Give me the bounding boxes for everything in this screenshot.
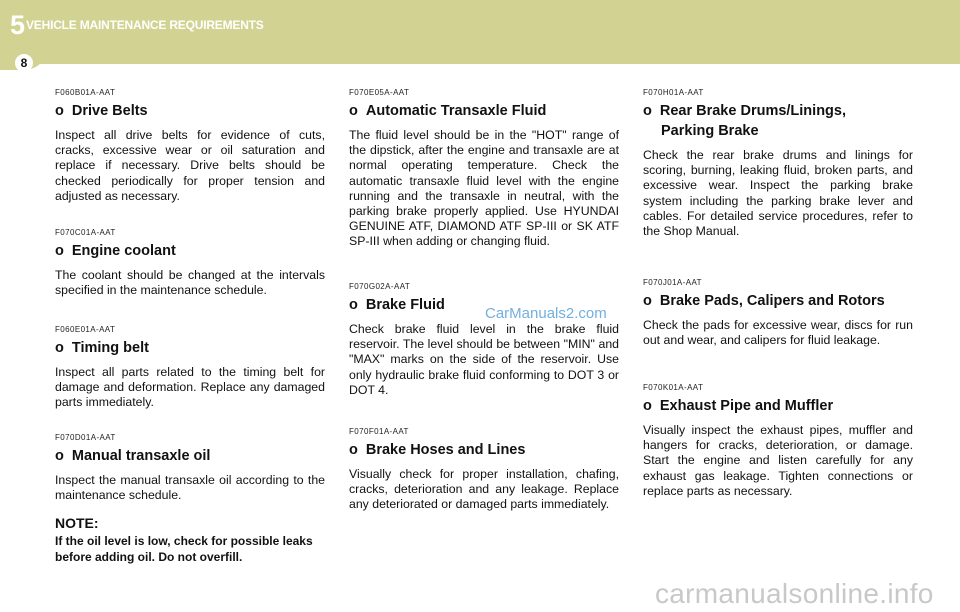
section-code: F070C01A-AAT [55, 228, 116, 237]
section-heading: o Drive Belts [55, 103, 148, 119]
section-code: F070J01A-AAT [643, 278, 702, 287]
section-timing-belt [55, 325, 325, 411]
section-body: The fluid level should be in the "HOT" range of the dipstick, after the engine and transaxle are at normal operating temperature. Check the automatic transaxle fluid level with the engine running and the transaxle in neutral, with the parking brake properly applied. Use HYUNDAI GENUINE ATF, DIAMOND ATF SP-III or SK ATF SP-III when adding or changing fluid. [349, 128, 619, 249]
section-heading-cont: Parking Brake [661, 123, 759, 139]
watermark-footer: carmanualsonline.info [655, 578, 934, 609]
section-body: The coolant should be changed at the intervals specified in the maintenance schedule. [55, 268, 325, 298]
section-body: Check the pads for excessive wear, discs for run out and wear, and calipers for fluid leakage. [643, 318, 913, 348]
section-brake-hoses-lines [349, 427, 619, 513]
section-code: F070D01A-AAT [55, 433, 116, 442]
section-brake-pads [643, 278, 913, 348]
page-header [0, 0, 960, 64]
section-body: Inspect the manual transaxle oil according to the maintenance schedule. [55, 473, 325, 503]
section-body: Visually inspect the exhaust pipes, muffler and hangers for cracks, deterioration, or damage. Start the engine and listen carefully for any exhaust gas leakage. Tighten connections or replace parts as necessary. [643, 423, 913, 498]
section-body: Inspect all drive belts for evidence of cuts, cracks, excessive wear or oil saturation and replace if necessary. Drive belts should be checked periodically for proper tension and adjusted as necessary. [55, 128, 325, 203]
section-body: Inspect all parts related to the timing belt for damage and deformation. Replace any damaged parts immediately. [55, 365, 325, 410]
section-heading: o Brake Pads, Calipers and Rotors [643, 293, 885, 309]
section-code: F070K01A-AAT [643, 383, 704, 392]
section-code: F060B01A-AAT [55, 88, 116, 97]
section-exhaust-pipe [643, 383, 913, 499]
section-heading: o Manual transaxle oil [55, 448, 211, 464]
section-heading: o Brake Hoses and Lines [349, 442, 526, 458]
watermark-overlay: CarManuals2.com [485, 305, 607, 322]
section-code: F070H01A-AAT [643, 88, 704, 97]
section-body: Check brake fluid level in the brake fluid reservoir. The level should be between "MIN" and "MAX" marks on the side of the reservoir. Use only hydraulic brake fluid conforming to DOT 3 or DOT 4. [349, 322, 619, 397]
section-body: Check the rear brake drums and linings for scoring, burning, leaking fluid, broken parts, and excessive wear. Inspect the parking brake system including the parking brake lever and cables. For detailed service procedures, refer to the Shop Manual. [643, 148, 913, 239]
section-brake-fluid [349, 282, 619, 398]
section-code: F070E05A-AAT [349, 88, 410, 97]
note-title: NOTE: [55, 515, 99, 532]
section-drive-belts [55, 88, 325, 204]
section-code: F060E01A-AAT [55, 325, 116, 334]
section-engine-coolant [55, 228, 325, 298]
section-heading: o Brake Fluid [349, 297, 445, 313]
section-code: F070G02A-AAT [349, 282, 411, 291]
section-body: Visually check for proper installation, chafing, cracks, deterioration and any leakage. Replace any deteriorated or damaged parts immediately. [349, 467, 619, 512]
chapter-title: VEHICLE MAINTENANCE REQUIREMENTS [26, 18, 264, 32]
section-heading: o Automatic Transaxle Fluid [349, 103, 547, 119]
section-rear-brake-drums [643, 88, 913, 239]
section-manual-transaxle-oil [55, 433, 325, 565]
section-automatic-transaxle-fluid [349, 88, 619, 250]
section-code: F070F01A-AAT [349, 427, 409, 436]
note-text: If the oil level is low, check for possible leaks before adding oil. Do not overfill. [55, 534, 313, 565]
chapter-number: 5 [10, 10, 26, 40]
section-heading: o Exhaust Pipe and Muffler [643, 398, 834, 414]
page-number: 8 [15, 54, 33, 72]
section-heading: o Timing belt [55, 340, 149, 356]
section-heading: o Engine coolant [55, 243, 176, 259]
section-heading: o Rear Brake Drums/Linings, [643, 103, 847, 119]
